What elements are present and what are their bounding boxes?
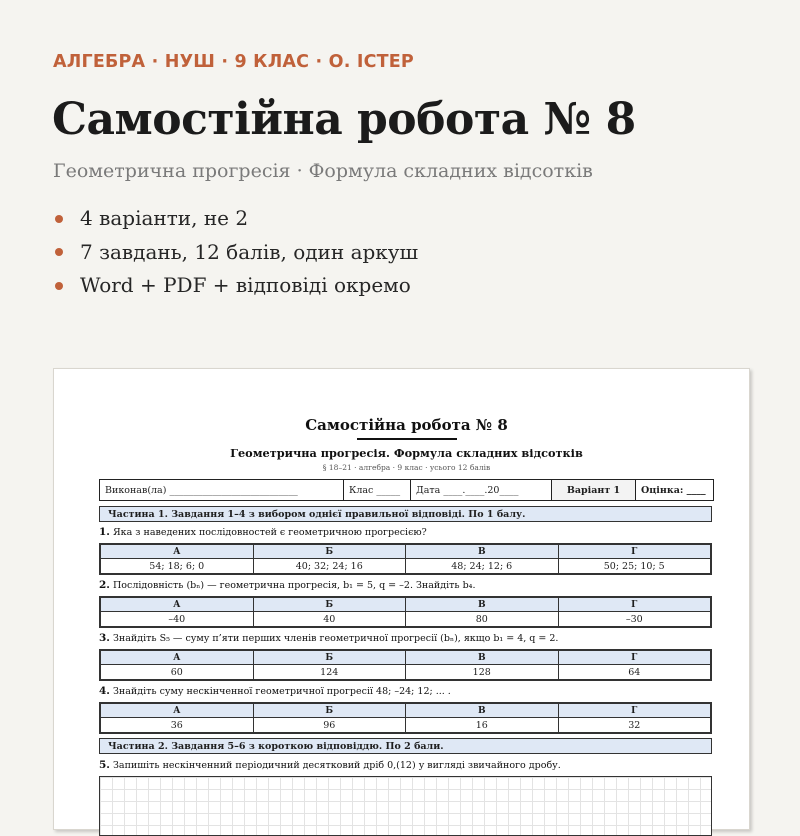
option-value: 64 [558, 665, 711, 680]
title-underline [357, 438, 457, 440]
task-text: Послідовність (bₙ) — геометрична прогресія, b₁ = 5, q = –2. Знайдіть b₄. [113, 580, 476, 591]
bullet-dot-icon [55, 248, 63, 256]
feature-text: Word + PDF + відповіді окремо [80, 273, 411, 297]
option-value: 40 [253, 612, 406, 627]
student-info-row [99, 479, 714, 501]
option-label: А [101, 545, 254, 559]
option-label: Б [253, 598, 406, 612]
name-field: Виконав(ла) ___________________________ [100, 480, 344, 500]
option-label: В [406, 651, 559, 665]
document-meta: § 18–21 · алгебра · 9 клас · усього 12 балів [322, 463, 491, 472]
option-value: 48; 24; 12; 6 [406, 559, 559, 574]
worksheet-preview [53, 368, 750, 830]
task-number: 5. [99, 759, 110, 771]
feature-text: 7 завдань, 12 балів, один аркуш [80, 239, 419, 264]
task-1 [99, 526, 714, 538]
page-title: Самостійна робота № 8 [52, 94, 636, 145]
options-table-2 [99, 596, 712, 628]
feature-item [53, 202, 418, 236]
task-4 [99, 685, 714, 697]
task-5 [99, 759, 714, 771]
option-label: В [406, 545, 559, 559]
option-label: Б [253, 704, 406, 718]
option-label: Б [253, 651, 406, 665]
option-label: А [101, 651, 254, 665]
task-3 [99, 632, 714, 644]
document-title: Самостійна робота № 8 [305, 416, 508, 434]
options-table-3 [99, 649, 712, 681]
page-subtitle: Геометрична прогресія · Формула складних відсотків [53, 160, 593, 182]
date-field: Дата ____.____.20____ [411, 480, 552, 500]
task-text: Знайдіть суму нескінченної геометричної прогресії 48; –24; 12; ... . [113, 686, 451, 697]
document-subtitle: Геометрична прогресія. Формула складних відсотків [230, 446, 583, 460]
task-number: 2. [99, 579, 110, 591]
task-number: 3. [99, 632, 110, 644]
task-number: 1. [99, 526, 110, 538]
option-value: 124 [253, 665, 406, 680]
option-label: А [101, 704, 254, 718]
class-field: Клас _____ [344, 480, 411, 500]
options-table-4 [99, 702, 712, 734]
option-value: 54; 18; 6; 0 [101, 559, 254, 574]
bullet-dot-icon [55, 282, 63, 290]
header-kicker: АЛГЕБРА · НУШ · 9 КЛАС · О. ІСТЕР [53, 52, 414, 72]
option-label: Г [558, 704, 711, 718]
option-value: 16 [406, 718, 559, 733]
option-label: Г [558, 598, 711, 612]
answer-grid [99, 776, 712, 836]
task-number: 4. [99, 685, 110, 697]
option-value: 60 [101, 665, 254, 680]
option-value: –40 [101, 612, 254, 627]
task-text: Знайдіть S₅ — суму п’яти перших членів геометричної прогресії (bₙ), якщо b₁ = 4, q = 2. [113, 633, 559, 644]
option-value: 128 [406, 665, 559, 680]
option-value: –30 [558, 612, 711, 627]
option-value: 80 [406, 612, 559, 627]
task-text: Запишіть нескінченний періодичний десятковий дріб 0,(12) у вигляді звичайного дробу. [113, 760, 561, 771]
option-label: Б [253, 545, 406, 559]
options-table-1 [99, 543, 712, 575]
option-label: Г [558, 651, 711, 665]
option-label: А [101, 598, 254, 612]
option-value: 32 [558, 718, 711, 733]
feature-item [53, 269, 418, 303]
option-value: 50; 25; 10; 5 [558, 559, 711, 574]
feature-list [53, 202, 418, 303]
bullet-dot-icon [55, 215, 63, 223]
grade-field: Оцінка: ____ [641, 484, 706, 496]
option-value: 36 [101, 718, 254, 733]
option-label: В [406, 598, 559, 612]
feature-text: 4 варіанти, не 2 [80, 206, 249, 230]
section-header-part2: Частина 2. Завдання 5–6 з короткою відповіддю. По 2 бали. [99, 738, 712, 754]
feature-item [53, 236, 418, 270]
variant-label: Варіант 1 [552, 480, 636, 500]
task-2 [99, 579, 714, 591]
task-text: Яка з наведених послідовностей є геометричною прогресією? [113, 527, 427, 538]
option-value: 40; 32; 24; 16 [253, 559, 406, 574]
option-label: В [406, 704, 559, 718]
section-header-part1: Частина 1. Завдання 1–4 з вибором однієї правильної відповіді. По 1 балу. [99, 506, 712, 522]
option-value: 96 [253, 718, 406, 733]
option-label: Г [558, 545, 711, 559]
